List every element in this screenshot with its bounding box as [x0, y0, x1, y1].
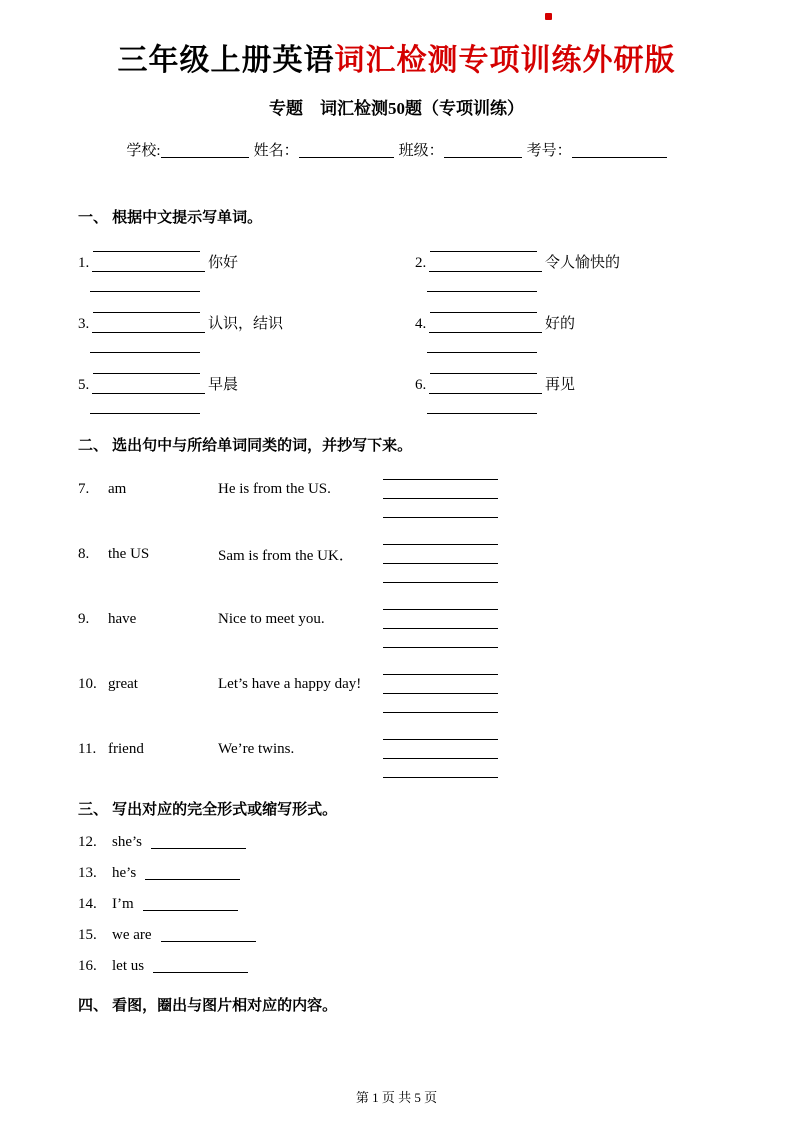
answer-line: [383, 564, 498, 583]
answer-blank: [145, 879, 240, 880]
sentence: We’re twins.: [218, 740, 295, 757]
answer-line: [427, 290, 537, 292]
copy-lines: [383, 591, 498, 648]
student-info-line: [0, 139, 793, 160]
page-title: [0, 0, 793, 80]
question-number: 3.: [78, 315, 90, 332]
answer-line: [383, 610, 498, 629]
examno-blank: [572, 157, 667, 158]
answer-line: [383, 629, 498, 648]
answer-line: [383, 499, 498, 518]
given-word: am: [108, 480, 127, 497]
answer-line: [430, 250, 537, 252]
answer-blank: [429, 331, 542, 333]
copy-lines: [383, 721, 498, 778]
answer-blank: [92, 331, 205, 333]
given-form: I’m: [112, 895, 134, 912]
section-2-heading: 二、 选出句中与所给单词同类的词，并抄写下来。: [78, 436, 413, 454]
chinese-hint: 再见: [545, 376, 576, 393]
answer-line: [383, 656, 498, 675]
answer-blank: [151, 848, 246, 849]
chinese-hint: 认识，结识: [208, 315, 284, 332]
question-number: 11.: [78, 740, 97, 757]
question-number: 12.: [78, 833, 97, 850]
answer-line: [383, 759, 498, 778]
question-number: 7.: [78, 480, 90, 497]
question-number: 1.: [78, 254, 90, 271]
given-form: let us: [112, 957, 145, 974]
question-item-16: [78, 951, 715, 982]
title-black-part: 三年级上册英语: [117, 44, 335, 77]
section-3-heading: 三、 写出对应的完全形式或缩写形式。: [78, 800, 338, 818]
answer-blank: [161, 941, 256, 942]
name-label: 姓名：: [253, 142, 299, 159]
given-word: have: [108, 610, 137, 627]
answer-line: [383, 721, 498, 740]
question-item-14: [78, 889, 715, 920]
chinese-hint: 令人愉快的: [545, 254, 621, 271]
school-blank: [161, 157, 249, 158]
answer-blank: [429, 392, 542, 394]
answer-line: [93, 311, 200, 313]
chinese-hint: 你好: [208, 254, 239, 271]
question-number: 15.: [78, 926, 97, 943]
answer-blank: [153, 972, 248, 973]
question-number: 6.: [415, 376, 427, 393]
question-number: 9.: [78, 610, 90, 627]
answer-blank: [92, 392, 205, 394]
page-footer: 第 1 页 共 5 页: [355, 1090, 438, 1105]
question-number: 14.: [78, 895, 97, 912]
sentence: Nice to meet you.: [218, 610, 325, 627]
document-body: [0, 206, 793, 1015]
section-1-heading: 一、 根据中文提示写单词。: [78, 208, 263, 226]
section-1-items: [78, 232, 715, 414]
class-blank: [444, 157, 522, 158]
given-form: she’s: [112, 833, 142, 850]
question-number: 5.: [78, 376, 90, 393]
question-item-9: [78, 591, 715, 648]
question-item-1: [78, 232, 415, 292]
title-red-part: 词汇检测专项训练外研版: [334, 44, 676, 77]
name-blank: [299, 157, 394, 158]
question-number: 2.: [415, 254, 427, 271]
given-word: great: [108, 675, 138, 692]
question-item-11: [78, 721, 715, 778]
copy-lines: [383, 461, 498, 518]
answer-line: [430, 311, 537, 313]
question-number: 10.: [78, 675, 97, 692]
examno-label: 考号：: [526, 142, 572, 159]
answer-line: [383, 591, 498, 610]
given-word: friend: [108, 740, 144, 757]
answer-line: [383, 694, 498, 713]
question-number: 8.: [78, 545, 90, 562]
sentence: Sam is from the UK．: [218, 547, 354, 564]
answer-line: [90, 290, 200, 292]
question-number: 4.: [415, 315, 427, 332]
sentence: Let’s have a happy day!: [218, 675, 362, 692]
given-form: we are: [112, 926, 152, 943]
answer-line: [430, 372, 537, 374]
copy-lines: [383, 656, 498, 713]
sentence: He is from the US.: [218, 480, 331, 497]
chinese-hint: 早晨: [208, 376, 239, 393]
question-number: 16.: [78, 957, 97, 974]
copy-lines: [383, 526, 498, 583]
question-item-12: [78, 827, 715, 858]
answer-line: [93, 250, 200, 252]
red-mark: [545, 13, 552, 20]
answer-line: [427, 412, 537, 414]
answer-line: [383, 461, 498, 480]
question-item-15: [78, 920, 715, 951]
given-word: the US: [108, 545, 150, 562]
question-item-4: [415, 293, 715, 353]
given-form: he’s: [112, 864, 137, 881]
answer-line: [383, 526, 498, 545]
class-label: 班级：: [398, 142, 444, 159]
section-2-items: [78, 461, 715, 778]
section-3-items: [78, 827, 715, 982]
answer-blank: [143, 910, 238, 911]
answer-line: [383, 545, 498, 564]
answer-line: [383, 675, 498, 694]
question-item-8: [78, 526, 715, 583]
question-item-6: [415, 354, 715, 414]
answer-blank: [429, 270, 542, 272]
school-label: 学校:: [126, 142, 161, 159]
question-item-13: [78, 858, 715, 889]
question-item-10: [78, 656, 715, 713]
answer-line: [90, 351, 200, 353]
question-item-7: [78, 461, 715, 518]
answer-line: [383, 480, 498, 499]
answer-line: [427, 351, 537, 353]
section-4-heading: 四、 看图，圈出与图片相对应的内容。: [78, 996, 338, 1014]
answer-line: [93, 372, 200, 374]
question-item-2: [415, 232, 715, 292]
question-item-5: [78, 354, 415, 414]
answer-line: [90, 412, 200, 414]
question-number: 13.: [78, 864, 97, 881]
answer-line: [383, 740, 498, 759]
chinese-hint: 好的: [545, 315, 576, 332]
question-item-3: [78, 293, 415, 353]
subtitle: 专题 词汇检测50题（专项训练）: [269, 98, 524, 118]
answer-blank: [92, 270, 205, 272]
